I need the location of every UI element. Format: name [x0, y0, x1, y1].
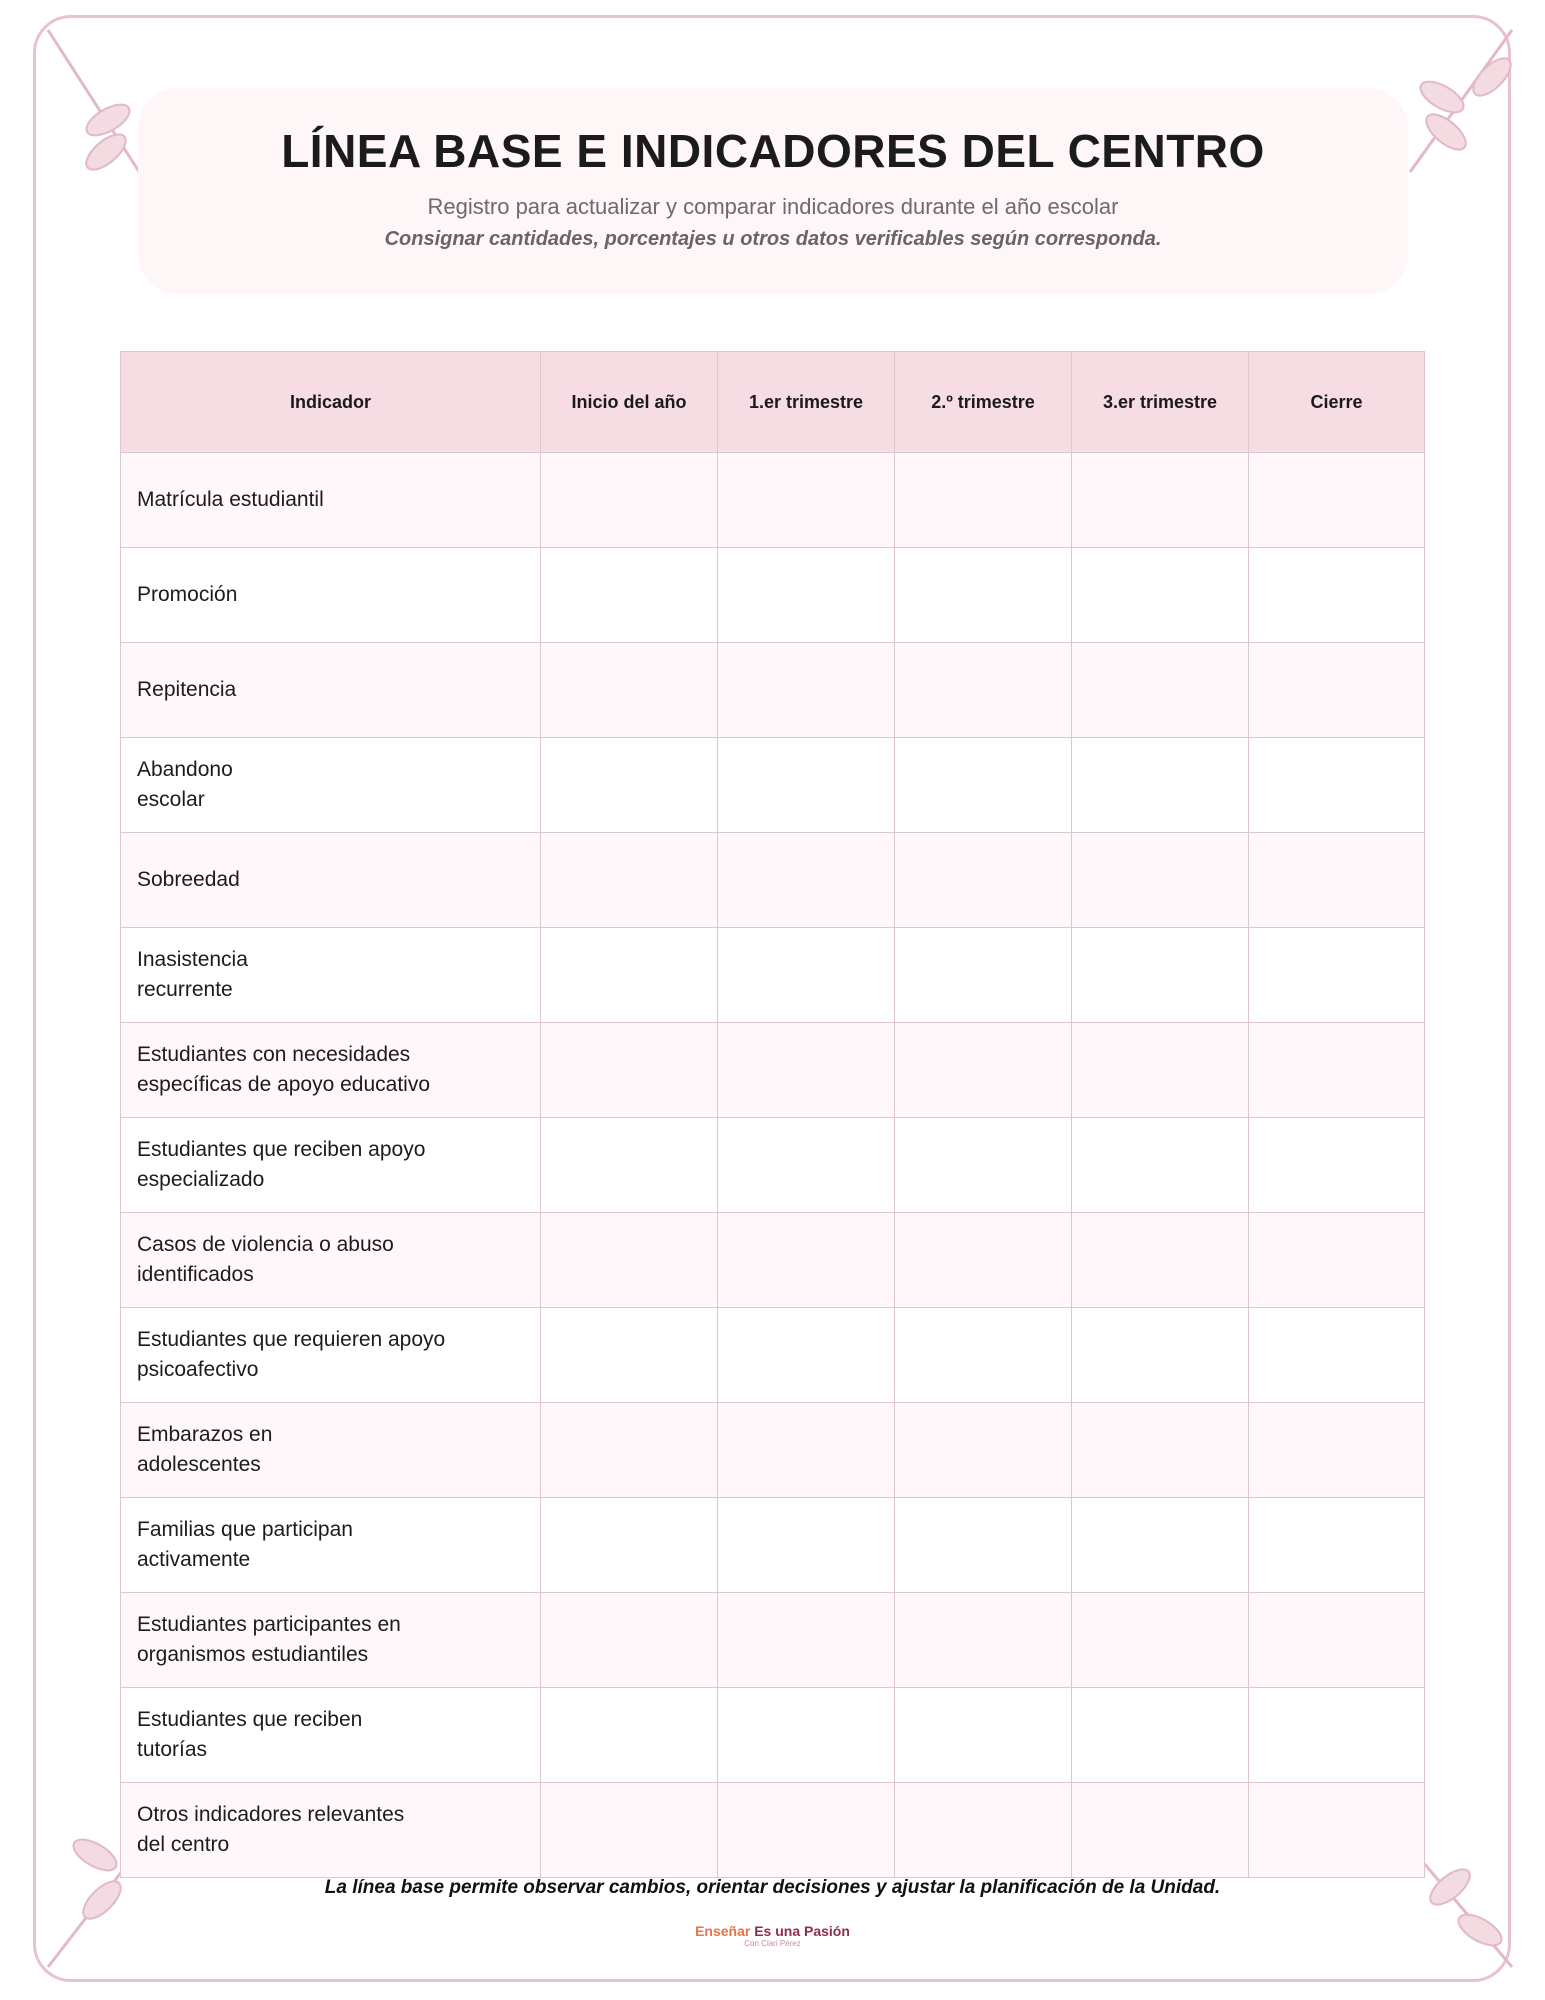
table-header-row	[121, 352, 1425, 453]
entry-cell[interactable]	[718, 1118, 895, 1213]
indicator-label: Inasistencia recurrente	[121, 928, 541, 1023]
entry-cell[interactable]	[895, 1308, 1072, 1403]
instruction-note: Consignar cantidades, porcentajes u otros datos verificables según corresponda.	[384, 228, 1162, 250]
footer-note: La línea base permite observar cambios, orientar decisiones y ajustar la planificación de la Unidad.	[324, 1877, 1221, 1898]
table-row	[121, 928, 1425, 1023]
indicator-label: Embarazos en adolescentes	[121, 1403, 541, 1498]
table-row	[121, 548, 1425, 643]
entry-cell[interactable]	[1249, 1498, 1425, 1593]
entry-cell[interactable]	[1072, 738, 1249, 833]
column-header-trimestre-1: 1.er trimestre	[718, 352, 895, 453]
entry-cell[interactable]	[541, 1308, 718, 1403]
entry-cell[interactable]	[541, 1783, 718, 1878]
entry-cell[interactable]	[1249, 1213, 1425, 1308]
entry-cell[interactable]	[1249, 1118, 1425, 1213]
header-card	[138, 88, 1408, 294]
entry-cell[interactable]	[1249, 1403, 1425, 1498]
table-row	[121, 453, 1425, 548]
table-row	[121, 1498, 1425, 1593]
entry-cell[interactable]	[718, 453, 895, 548]
entry-cell[interactable]	[718, 833, 895, 928]
entry-cell[interactable]	[541, 453, 718, 548]
entry-cell[interactable]	[1072, 1688, 1249, 1783]
entry-cell[interactable]	[718, 1403, 895, 1498]
entry-cell[interactable]	[895, 1593, 1072, 1688]
entry-cell[interactable]	[1072, 833, 1249, 928]
logo-subtext: Con Clari Pérez	[744, 1939, 801, 1948]
entry-cell[interactable]	[1072, 643, 1249, 738]
entry-cell[interactable]	[718, 1688, 895, 1783]
entry-cell[interactable]	[541, 1213, 718, 1308]
entry-cell[interactable]	[718, 738, 895, 833]
table-row	[121, 1593, 1425, 1688]
column-header-inicio: Inicio del año	[541, 352, 718, 453]
indicator-label: Estudiantes participantes en organismos estudiantiles	[121, 1593, 541, 1688]
indicator-label: Estudiantes que requieren apoyo psicoafectivo	[121, 1308, 541, 1403]
entry-cell[interactable]	[895, 928, 1072, 1023]
indicator-label: Estudiantes que reciben apoyo especializado	[121, 1118, 541, 1213]
indicator-label: Estudiantes que reciben tutorías	[121, 1688, 541, 1783]
indicator-label: Sobreedad	[121, 833, 541, 928]
entry-cell[interactable]	[541, 1118, 718, 1213]
entry-cell[interactable]	[1249, 833, 1425, 928]
entry-cell[interactable]	[541, 928, 718, 1023]
indicator-label: Casos de violencia o abuso identificados	[121, 1213, 541, 1308]
column-header-cierre: Cierre	[1249, 352, 1425, 453]
entry-cell[interactable]	[895, 1118, 1072, 1213]
table-row	[121, 833, 1425, 928]
entry-cell[interactable]	[718, 1023, 895, 1118]
entry-cell[interactable]	[895, 738, 1072, 833]
page-subtitle: Registro para actualizar y comparar indicadores durante el año escolar	[427, 194, 1119, 219]
entry-cell[interactable]	[541, 548, 718, 643]
entry-cell[interactable]	[895, 1498, 1072, 1593]
table-row	[121, 643, 1425, 738]
entry-cell[interactable]	[541, 643, 718, 738]
entry-cell[interactable]	[541, 1498, 718, 1593]
entry-cell[interactable]	[1249, 1593, 1425, 1688]
table-row	[121, 1118, 1425, 1213]
indicator-label: Abandono escolar	[121, 738, 541, 833]
page-title: LÍNEA BASE E INDICADORES DEL CENTRO	[281, 125, 1265, 177]
entry-cell[interactable]	[1249, 738, 1425, 833]
entry-cell[interactable]	[1072, 1403, 1249, 1498]
entry-cell[interactable]	[895, 1213, 1072, 1308]
table-row	[121, 1403, 1425, 1498]
entry-cell[interactable]	[895, 1688, 1072, 1783]
indicator-label: Otros indicadores relevantes del centro	[121, 1783, 541, 1878]
table-row	[121, 1213, 1425, 1308]
entry-cell[interactable]	[718, 1498, 895, 1593]
entry-cell[interactable]	[1072, 548, 1249, 643]
entry-cell[interactable]	[895, 1023, 1072, 1118]
entry-cell[interactable]	[718, 1783, 895, 1878]
entry-cell[interactable]	[718, 1213, 895, 1308]
entry-cell[interactable]	[1249, 1783, 1425, 1878]
table-row	[121, 738, 1425, 833]
table-body	[121, 453, 1425, 1878]
entry-cell[interactable]	[718, 1593, 895, 1688]
entry-cell[interactable]	[1072, 1213, 1249, 1308]
entry-cell[interactable]	[895, 833, 1072, 928]
entry-cell[interactable]	[541, 1593, 718, 1688]
entry-cell[interactable]	[541, 833, 718, 928]
column-header-trimestre-2: 2.º trimestre	[895, 352, 1072, 453]
entry-cell[interactable]	[1249, 453, 1425, 548]
entry-cell[interactable]	[1249, 928, 1425, 1023]
entry-cell[interactable]	[1072, 1023, 1249, 1118]
entry-cell[interactable]	[541, 1403, 718, 1498]
entry-cell[interactable]	[895, 548, 1072, 643]
entry-cell[interactable]	[895, 643, 1072, 738]
entry-cell[interactable]	[541, 738, 718, 833]
entry-cell[interactable]	[1072, 1783, 1249, 1878]
indicator-label: Matrícula estudiantil	[121, 453, 541, 548]
entry-cell[interactable]	[1072, 1498, 1249, 1593]
entry-cell[interactable]	[718, 1308, 895, 1403]
entry-cell[interactable]	[1072, 1593, 1249, 1688]
entry-cell[interactable]	[1249, 548, 1425, 643]
indicator-label: Estudiantes con necesidades específicas de apoyo educativo	[121, 1023, 541, 1118]
table-row	[121, 1688, 1425, 1783]
entry-cell[interactable]	[1249, 1023, 1425, 1118]
indicator-label: Repitencia	[121, 643, 541, 738]
column-header-trimestre-3: 3.er trimestre	[1072, 352, 1249, 453]
entry-cell[interactable]	[718, 643, 895, 738]
logo-text-part1: Enseñar	[695, 1923, 751, 1939]
entry-cell[interactable]	[1249, 643, 1425, 738]
entry-cell[interactable]	[1249, 1308, 1425, 1403]
entry-cell[interactable]	[541, 1688, 718, 1783]
indicators-table	[120, 351, 1425, 1878]
logo-text-part2: Es una Pasión	[750, 1923, 850, 1939]
entry-cell[interactable]	[1072, 1308, 1249, 1403]
table-row	[121, 1783, 1425, 1878]
entry-cell[interactable]	[895, 1783, 1072, 1878]
indicator-label: Familias que participan activamente	[121, 1498, 541, 1593]
indicator-label: Promoción	[121, 548, 541, 643]
table-row	[121, 1023, 1425, 1118]
entry-cell[interactable]	[541, 1023, 718, 1118]
entry-cell[interactable]	[1249, 1688, 1425, 1783]
table-row	[121, 1308, 1425, 1403]
entry-cell[interactable]	[718, 928, 895, 1023]
column-header-indicador: Indicador	[121, 352, 541, 453]
entry-cell[interactable]	[1072, 928, 1249, 1023]
entry-cell[interactable]	[895, 453, 1072, 548]
entry-cell[interactable]	[1072, 453, 1249, 548]
entry-cell[interactable]	[1072, 1118, 1249, 1213]
brand-logo	[0, 1924, 1545, 1948]
entry-cell[interactable]	[718, 548, 895, 643]
entry-cell[interactable]	[895, 1403, 1072, 1498]
